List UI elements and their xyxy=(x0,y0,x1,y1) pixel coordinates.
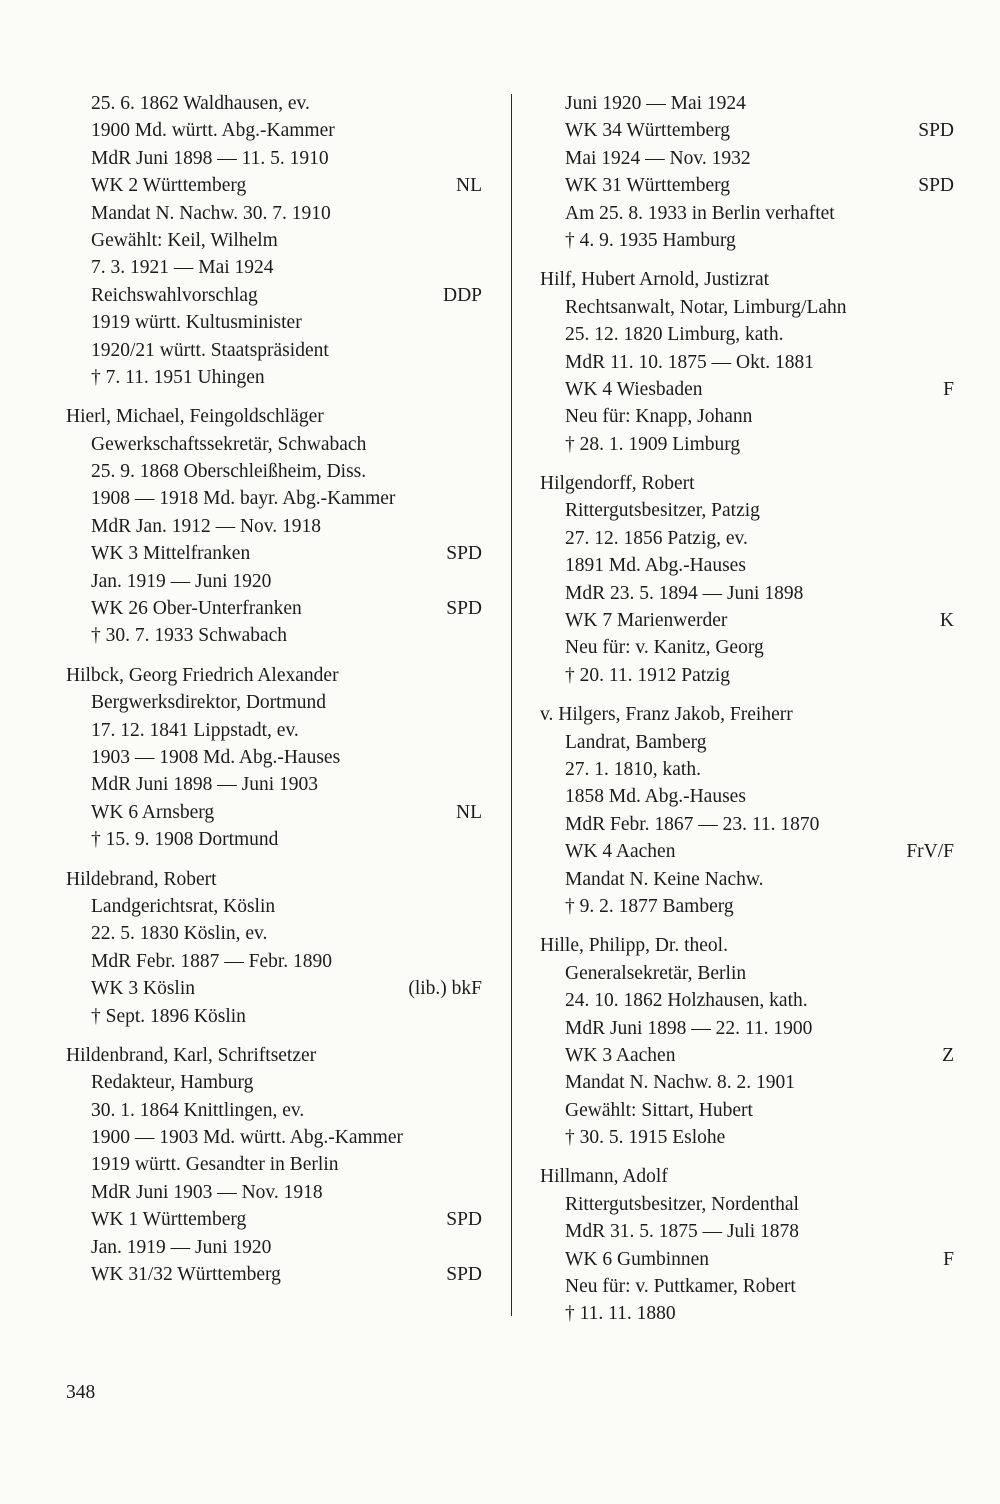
entry-line-text: † Sept. 1896 Köslin xyxy=(91,1005,246,1027)
entry-line xyxy=(540,1300,954,1327)
entry-line-text: WK 4 Wiesbaden xyxy=(565,378,703,400)
entry-line-text: 25. 9. 1868 Oberschleißheim, Diss. xyxy=(91,461,367,483)
entry-line-text: Jan. 1919 — Juni 1920 xyxy=(91,570,272,592)
entry-line-text: † 11. 11. 1880 xyxy=(565,1303,676,1325)
entry-line xyxy=(540,811,954,838)
entry-line xyxy=(66,540,482,567)
right-column xyxy=(540,90,954,1340)
entry-line-text: 24. 10. 1862 Holzhausen, kath. xyxy=(565,990,808,1012)
biography-entry xyxy=(540,1163,954,1327)
entry-line-text: MdR Juni 1903 — Nov. 1918 xyxy=(91,1181,323,1203)
entry-line-text: Gewählt: Keil, Wilhelm xyxy=(91,229,278,251)
entry-line-text: Neu für: Knapp, Johann xyxy=(565,406,753,428)
party-label: SPD xyxy=(446,598,482,620)
entry-line-text: WK 34 Württemberg xyxy=(565,120,730,142)
entry-line-text: Redakteur, Hamburg xyxy=(91,1072,254,1094)
entry-line-text: Mandat N. Nachw. 30. 7. 1910 xyxy=(91,202,331,224)
entry-line xyxy=(540,117,954,144)
entry-line-text: † 30. 5. 1915 Eslohe xyxy=(565,1127,726,1149)
entry-line-text: Mandat N. Keine Nachw. xyxy=(565,868,764,890)
entry-line xyxy=(540,376,954,403)
party-label: Z xyxy=(942,1044,954,1066)
party-label: F xyxy=(943,1248,954,1270)
entry-line-text: WK 6 Arnsberg xyxy=(91,801,215,823)
entry-line-text: WK 3 Mittelfranken xyxy=(91,543,251,565)
entry-line xyxy=(66,622,482,649)
biography-entry xyxy=(66,90,482,391)
entry-line xyxy=(540,349,954,376)
entry-line xyxy=(540,607,954,634)
party-label: F xyxy=(943,378,954,400)
entry-line-text: 1908 — 1918 Md. bayr. Abg.-Kammer xyxy=(91,488,396,510)
entry-line-text: MdR Juni 1898 — 22. 11. 1900 xyxy=(565,1017,813,1039)
entry-heading: Hilf, Hubert Arnold, Justizrat xyxy=(540,269,770,291)
entry-line xyxy=(540,497,954,524)
entry-line xyxy=(540,634,954,661)
entry-line xyxy=(540,227,954,254)
entry-line xyxy=(66,744,482,771)
entry-line xyxy=(540,1097,954,1124)
page-number: 348 xyxy=(66,1382,96,1403)
entry-line xyxy=(540,987,954,1014)
entry-line xyxy=(540,294,954,321)
entry-line-text: 1891 Md. Abg.-Hauses xyxy=(565,555,746,577)
entry-line-text: † 15. 9. 1908 Dortmund xyxy=(91,829,279,851)
party-label: SPD xyxy=(918,120,954,142)
entry-line-text: † 28. 1. 1909 Limburg xyxy=(565,433,741,455)
entry-line-text: † 4. 9. 1935 Hamburg xyxy=(565,229,736,251)
entry-line xyxy=(66,172,482,199)
biography-entry xyxy=(66,1042,482,1289)
entry-line xyxy=(540,1124,954,1151)
entry-line xyxy=(540,893,954,920)
party-label: K xyxy=(939,610,954,632)
entry-line xyxy=(540,172,954,199)
entry-line xyxy=(540,403,954,430)
entry-line xyxy=(540,960,954,987)
entry-line-text: 1858 Md. Abg.-Hauses xyxy=(565,786,746,808)
entry-line-text: MdR 23. 5. 1894 — Juni 1898 xyxy=(565,582,804,604)
entry-line-text: 25. 12. 1820 Limburg, kath. xyxy=(565,324,784,346)
entry-line xyxy=(66,799,482,826)
entry-line-text: WK 31 Württemberg xyxy=(565,175,730,197)
entry-line xyxy=(540,145,954,172)
entry-line-text: 30. 1. 1864 Knittlingen, ev. xyxy=(91,1099,305,1121)
entry-line-text: Rittergutsbesitzer, Nordenthal xyxy=(565,1193,799,1215)
entry-line-text: † 9. 2. 1877 Bamberg xyxy=(565,895,734,917)
entry-line-text: WK 3 Köslin xyxy=(91,978,195,1000)
entry-line xyxy=(66,513,482,540)
entry-line xyxy=(66,364,482,391)
party-label: SPD xyxy=(446,1209,482,1231)
entry-line xyxy=(540,580,954,607)
entry-line xyxy=(540,552,954,579)
entry-line-text: Landrat, Bamberg xyxy=(565,731,707,753)
entry-line-text: MdR Febr. 1867 — 23. 11. 1870 xyxy=(565,813,820,835)
entry-line-text: WK 1 Württemberg xyxy=(91,1209,247,1231)
entry-line-text: WK 31/32 Württemberg xyxy=(91,1264,281,1286)
party-label: DDP xyxy=(442,284,482,306)
entry-line-text: MdR Juni 1898 — Juni 1903 xyxy=(91,774,318,796)
entry-line xyxy=(66,568,482,595)
entry-line-text: Jan. 1919 — Juni 1920 xyxy=(91,1236,272,1258)
party-label: SPD xyxy=(446,1264,482,1286)
entry-heading: Hildebrand, Robert xyxy=(66,868,217,890)
entry-line-text: MdR Febr. 1887 — Febr. 1890 xyxy=(91,950,333,972)
entry-line-text: WK 26 Ober-Unterfranken xyxy=(91,598,302,620)
entry-line-text: MdR 31. 5. 1875 — Juli 1878 xyxy=(565,1221,800,1243)
entry-line xyxy=(66,309,482,336)
entry-line xyxy=(540,662,954,689)
entry-line-text: WK 3 Aachen xyxy=(565,1044,676,1066)
entry-heading: Hille, Philipp, Dr. theol. xyxy=(540,935,728,957)
entry-line-text: MdR Juni 1898 — 11. 5. 1910 xyxy=(91,147,329,169)
entry-line xyxy=(66,227,482,254)
left-column xyxy=(66,90,482,1300)
entry-line-text: † 30. 7. 1933 Schwabach xyxy=(91,625,288,647)
entry-line-text: 1900 Md. württ. Abg.-Kammer xyxy=(91,120,335,142)
entry-line xyxy=(540,838,954,865)
biography-entry xyxy=(540,932,954,1151)
entry-line xyxy=(66,948,482,975)
entry-line xyxy=(540,1246,954,1273)
column-divider xyxy=(511,94,512,1316)
entry-line xyxy=(540,1273,954,1300)
entry-line-text: Rechtsanwalt, Notar, Limburg/Lahn xyxy=(565,296,847,318)
entry-line xyxy=(66,1179,482,1206)
entry-line xyxy=(540,200,954,227)
entry-line xyxy=(66,458,482,485)
entry-line-text: 7. 3. 1921 — Mai 1924 xyxy=(91,257,274,279)
biography-entry xyxy=(540,470,954,689)
entry-line xyxy=(66,145,482,172)
entry-line-text: 1919 württ. Gesandter in Berlin xyxy=(91,1154,339,1176)
entry-line-text: Generalsekretär, Berlin xyxy=(565,962,747,984)
entry-line-text: Bergwerksdirektor, Dortmund xyxy=(91,692,326,714)
entry-line xyxy=(540,729,954,756)
party-label: SPD xyxy=(918,175,954,197)
entry-line-text: WK 7 Marienwerder xyxy=(565,610,728,632)
entry-line xyxy=(540,1069,954,1096)
entry-heading: Hillmann, Adolf xyxy=(540,1166,668,1188)
entry-line-text: MdR 11. 10. 1875 — Okt. 1881 xyxy=(565,351,814,373)
entry-heading: Hilgendorff, Robert xyxy=(540,473,695,495)
entry-line xyxy=(66,1069,482,1096)
entry-line xyxy=(66,90,482,117)
entry-line-text: Mandat N. Nachw. 8. 2. 1901 xyxy=(565,1072,795,1094)
entry-line xyxy=(540,783,954,810)
entry-line-text: 1919 württ. Kultusminister xyxy=(91,312,302,334)
biography-entry xyxy=(540,90,954,254)
entry-line xyxy=(66,689,482,716)
entry-line xyxy=(540,1015,954,1042)
entry-line xyxy=(66,337,482,364)
entry-line xyxy=(66,485,482,512)
entry-line-text: 27. 1. 1810, kath. xyxy=(565,758,701,780)
entry-line xyxy=(66,1151,482,1178)
entry-line-text: 25. 6. 1862 Waldhausen, ev. xyxy=(91,93,310,114)
entry-line xyxy=(66,1261,482,1288)
entry-line xyxy=(540,525,954,552)
party-label: (lib.) bkF xyxy=(408,978,482,1000)
party-label: FrV/F xyxy=(906,841,954,863)
biography-entry xyxy=(540,266,954,458)
entry-line-text: Gewerkschaftssekretär, Schwabach xyxy=(91,433,367,455)
entry-line-text: 22. 5. 1830 Köslin, ev. xyxy=(91,923,268,945)
entry-line-text: Neu für: v. Puttkamer, Robert xyxy=(565,1276,796,1298)
entry-line xyxy=(66,1206,482,1233)
entry-line xyxy=(540,1191,954,1218)
entry-line-text: † 7. 11. 1951 Uhingen xyxy=(91,366,265,388)
entry-line-text: WK 4 Aachen xyxy=(565,841,676,863)
entry-heading: v. Hilgers, Franz Jakob, Freiherr xyxy=(540,704,793,726)
entry-line xyxy=(66,920,482,947)
entry-line xyxy=(66,717,482,744)
entry-line xyxy=(66,254,482,281)
entry-line-text: 1900 — 1903 Md. württ. Abg.-Kammer xyxy=(91,1127,403,1149)
entry-line xyxy=(540,1218,954,1245)
entry-line-text: Reichswahlvorschlag xyxy=(91,284,258,306)
party-label: NL xyxy=(456,801,482,823)
entry-line-text: Rittergutsbesitzer, Patzig xyxy=(565,500,760,522)
entry-line xyxy=(540,866,954,893)
entry-line xyxy=(66,1003,482,1030)
entry-line-text: Am 25. 8. 1933 in Berlin verhaftet xyxy=(565,202,835,224)
entry-line-text: Gewählt: Sittart, Hubert xyxy=(565,1099,753,1121)
entry-line xyxy=(66,826,482,853)
entry-line-text: 17. 12. 1841 Lippstadt, ev. xyxy=(91,719,299,741)
entry-line xyxy=(66,200,482,227)
party-label: NL xyxy=(456,175,482,197)
entry-line xyxy=(66,893,482,920)
entry-line-text: MdR Jan. 1912 — Nov. 1918 xyxy=(91,515,322,537)
entry-line-text: 27. 12. 1856 Patzig, ev. xyxy=(565,527,748,549)
entry-line xyxy=(66,1097,482,1124)
entry-heading: Hildenbrand, Karl, Schriftsetzer xyxy=(66,1044,317,1066)
entry-line xyxy=(66,1234,482,1261)
entry-line-text: WK 2 Württemberg xyxy=(91,175,247,197)
party-label: SPD xyxy=(446,543,482,565)
entry-line xyxy=(66,431,482,458)
entry-line xyxy=(540,1042,954,1069)
entry-line xyxy=(66,282,482,309)
entry-line xyxy=(540,90,954,117)
entry-line-text: Mai 1924 — Nov. 1932 xyxy=(565,147,751,169)
entry-line xyxy=(66,975,482,1002)
biography-entry xyxy=(66,866,482,1030)
entry-line-text: WK 6 Gumbinnen xyxy=(565,1248,710,1270)
entry-line xyxy=(66,1124,482,1151)
entry-line xyxy=(66,117,482,144)
entry-line-text: 1920/21 württ. Staatspräsident xyxy=(91,339,329,361)
entry-line xyxy=(540,321,954,348)
entry-line xyxy=(66,595,482,622)
entry-line xyxy=(540,756,954,783)
entry-heading: Hilbck, Georg Friedrich Alexander xyxy=(66,664,339,686)
biography-entry xyxy=(66,662,482,854)
entry-line xyxy=(66,771,482,798)
entry-line-text: † 20. 11. 1912 Patzig xyxy=(565,664,731,686)
biography-entry xyxy=(540,701,954,920)
entry-heading: Hierl, Michael, Feingoldschläger xyxy=(66,406,324,428)
entry-line-text: Neu für: v. Kanitz, Georg xyxy=(565,637,764,659)
biography-entry xyxy=(66,403,482,650)
entry-line-text: Juni 1920 — Mai 1924 xyxy=(565,93,746,114)
entry-line-text: Landgerichtsrat, Köslin xyxy=(91,895,276,917)
entry-line xyxy=(540,431,954,458)
entry-line-text: 1903 — 1908 Md. Abg.-Hauses xyxy=(91,746,341,768)
